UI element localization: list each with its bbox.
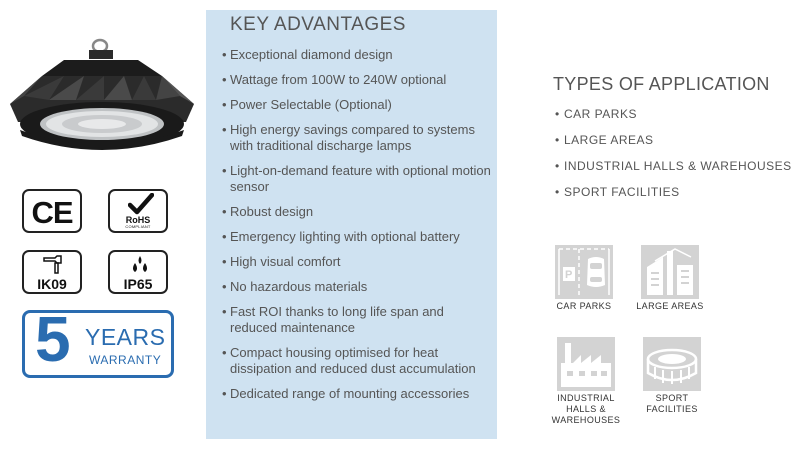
checkmark-icon [128, 193, 154, 215]
advantage-item: • Exceptional diamond design [222, 47, 494, 63]
advantage-item: • High visual comfort [222, 254, 494, 270]
ce-certification-badge [22, 189, 82, 233]
application-list [555, 106, 792, 210]
hammer-icon [42, 254, 66, 274]
car-parks-label: CAR PARKS [556, 301, 612, 311]
advantage-item: • Compact housing optimised for heat dissipation and reduced dust accumulation [222, 345, 494, 377]
rohs-certification-badge [108, 189, 168, 233]
ik-rating-code: IK09 [37, 276, 67, 292]
sport-facilities-label: SPORT FACILITIES [646, 393, 698, 414]
water-drops-icon [129, 255, 151, 274]
stadium-icon [643, 337, 701, 391]
application-item: • LARGE AREAS [555, 132, 792, 158]
rohs-subtitle: COMPLIANT [125, 224, 151, 229]
rohs-title: RoHS [125, 215, 151, 225]
warranty-years-label: YEARS [85, 324, 166, 350]
key-advantages-panel [206, 10, 497, 439]
advantage-item: • Emergency lighting with optional battery [222, 229, 494, 245]
svg-text:P: P [565, 269, 573, 281]
advantage-item: • Fast ROI thanks to long life span and reduced maintenance [222, 304, 494, 336]
application-item: • SPORT FACILITIES [555, 184, 792, 210]
warranty-years-number: 5 [35, 303, 71, 375]
advantage-item: • Power Selectable (Optional) [222, 97, 494, 113]
high-bay-lamp-image [4, 38, 200, 153]
key-advantages-list [222, 47, 494, 411]
advantage-item: • Wattage from 100W to 240W optional [222, 72, 494, 88]
car-park-icon [555, 245, 613, 299]
application-item: • INDUSTRIAL HALLS & WAREHOUSES [555, 158, 792, 184]
types-of-application-title: TYPES OF APPLICATION [553, 74, 770, 94]
factory-icon [557, 337, 615, 391]
ik-rating-badge [22, 250, 82, 294]
warranty-label: WARRANTY [89, 353, 162, 367]
key-advantages-title: KEY ADVANTAGES [230, 14, 406, 35]
advantage-item: • Light-on-demand feature with optional motion sensor [222, 163, 494, 195]
warranty-badge [22, 303, 174, 378]
advantage-item: • No hazardous materials [222, 279, 494, 295]
large-areas-label: LARGE AREAS [636, 301, 704, 311]
advantage-item: • Robust design [222, 204, 494, 220]
ce-mark: CE [31, 195, 73, 230]
ip-rating-code: IP65 [123, 276, 153, 292]
large-areas-icon [641, 245, 699, 299]
ip-rating-badge [108, 250, 168, 294]
advantage-item: • High energy savings compared to systems with traditional discharge lamps [222, 122, 494, 154]
application-item: • CAR PARKS [555, 106, 792, 132]
advantage-item: • Dedicated range of mounting accessories [222, 386, 494, 402]
industrial-halls-label: INDUSTRIAL HALLS & WAREHOUSES [551, 393, 621, 425]
